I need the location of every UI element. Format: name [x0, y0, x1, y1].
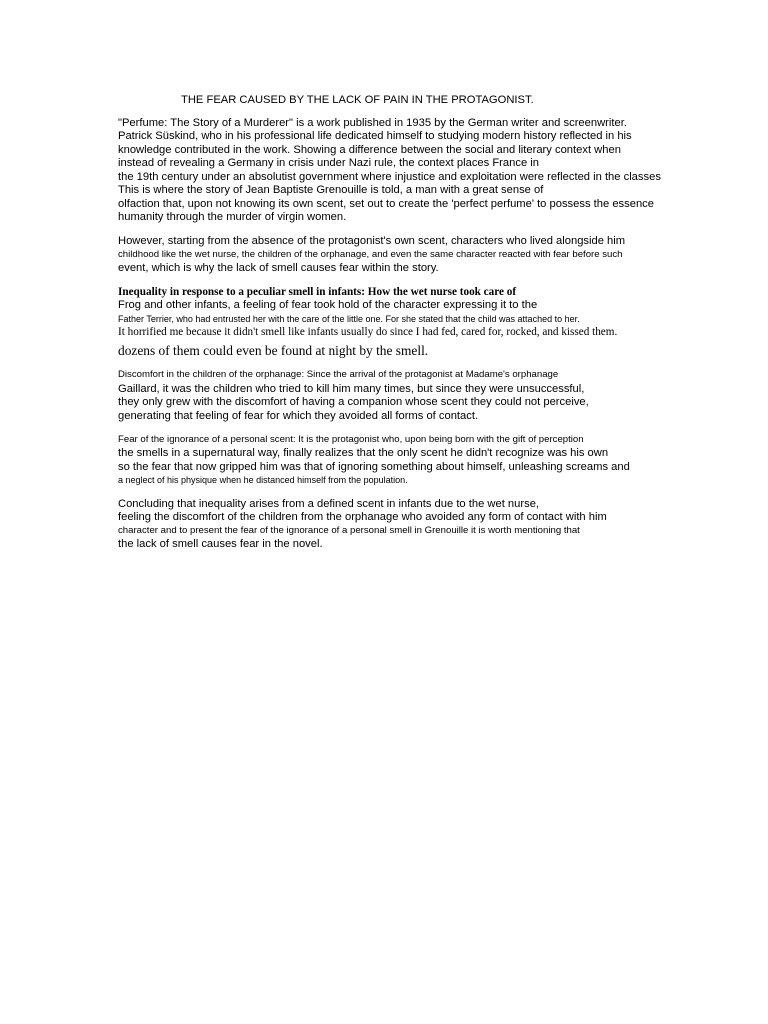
- paragraph-6-line-3: character and to present the fear of the ignorance of a personal smell in Grenouille it is worth mentioning that: [118, 525, 580, 536]
- paragraph-1-line-5: the 19th century under an absolutist government where injustice and exploitation were reflected in the classes: [118, 171, 661, 183]
- paragraph-3-line-2: Frog and other infants, a feeling of fear took hold of the character expressing it to the: [118, 299, 538, 311]
- paragraph-6-line-1: Concluding that inequality arises from a defined scent in infants due to the wet nurse,: [118, 498, 540, 510]
- paragraph-1-line-8: humanity through the murder of virgin women.: [118, 211, 347, 223]
- paragraph-5-line-4: a neglect of his physique when he distanced himself from the population.: [118, 475, 408, 485]
- document-title: THE FEAR CAUSED BY THE LACK OF PAIN IN THE PROTAGONIST.: [181, 94, 534, 106]
- paragraph-4-line-2: Gaillard, it was the children who tried to kill him many times, but since they were unsuccessful,: [118, 383, 585, 395]
- paragraph-1-line-6: This is where the story of Jean Baptiste Grenouille is told, a man with a great sense of: [118, 184, 544, 196]
- paragraph-4-line-1: Discomfort in the children of the orphanage: Since the arrival of the protagonist at Madame's orphanage: [118, 369, 559, 380]
- paragraph-2-line-2: childhood like the wet nurse, the children of the orphanage, and even the same character reacted with fear before such: [118, 249, 623, 260]
- paragraph-5-line-2: the smells in a supernatural way, finally realizes that the only scent he didn't recognize was his own: [118, 447, 609, 459]
- paragraph-5-line-3: so the fear that now gripped him was that of ignoring something about himself, unleashing screams and: [118, 461, 630, 473]
- paragraph-3-line-5: dozens of them could even be found at night by the smell.: [118, 343, 429, 358]
- paragraph-5-line-1: Fear of the ignorance of a personal scent: It is the protagonist who, upon being born with the gift of perception: [118, 434, 584, 445]
- paragraph-4-line-3: they only grew with the discomfort of having a companion whose scent they could not perceive,: [118, 396, 589, 408]
- paragraph-3-heading: Inequality in response to a peculiar smell in infants: How the wet nurse took care of: [118, 286, 517, 298]
- paragraph-4-line-4: generating that feeling of fear for which they avoided all forms of contact.: [118, 410, 479, 422]
- paragraph-1-line-4: instead of revealing a Germany in crisis under Nazi rule, the context places France in: [118, 157, 539, 169]
- paragraph-1-line-3: knowledge contributed in the work. Showing a difference between the social and literary context when: [118, 144, 621, 156]
- paragraph-3-line-3: Father Terrier, who had entrusted her with the care of the little one. For she stated that the child was attached to her.: [118, 314, 580, 324]
- paragraph-6-line-4: the lack of smell causes fear in the novel.: [118, 538, 323, 550]
- paragraph-1-line-1: "Perfume: The Story of a Murderer" is a work published in 1935 by the German writer and screenwriter.: [118, 117, 627, 129]
- paragraph-6-line-2: feeling the discomfort of the children from the orphanage who avoided any form of contact with him: [118, 511, 607, 523]
- paragraph-2-line-3: event, which is why the lack of smell causes fear within the story.: [118, 262, 439, 274]
- paragraph-1-line-7: olfaction that, upon not knowing its own scent, set out to create the 'perfect perfume' to possess the essence: [118, 198, 654, 210]
- paragraph-1-line-2: Patrick Süskind, who in his professional life dedicated himself to studying modern history reflected in his: [118, 130, 632, 142]
- paragraph-2-line-1: However, starting from the absence of the protagonist's own scent, characters who lived alongside him: [118, 235, 626, 247]
- paragraph-3-line-4: It horrified me because it didn't smell like infants usually do since I had fed, cared for, rocked, and kissed them.: [118, 326, 618, 338]
